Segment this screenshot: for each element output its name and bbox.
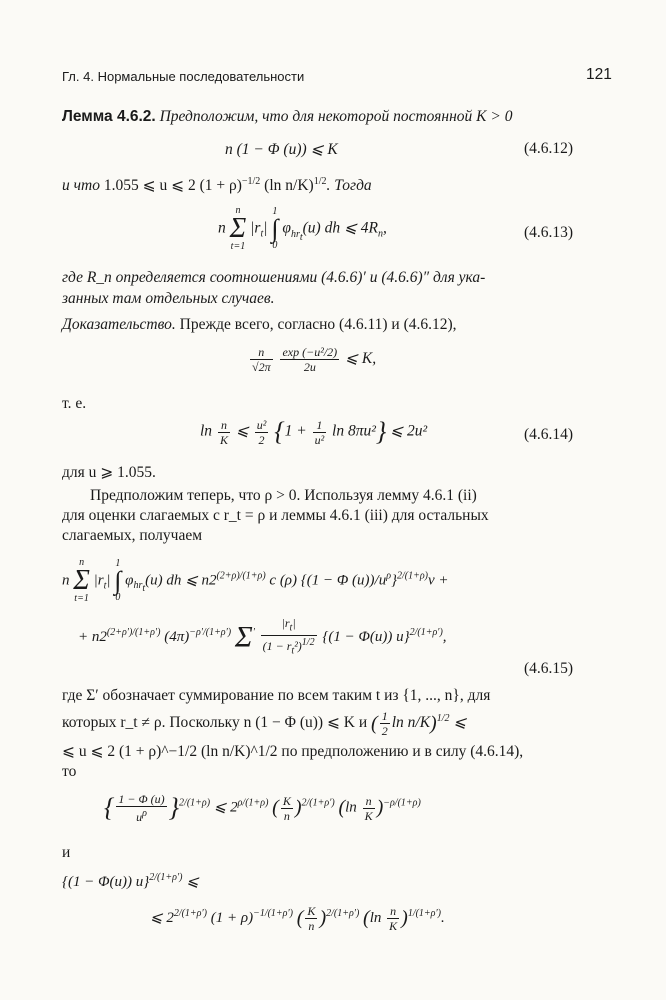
proof-te: т. е. (62, 395, 87, 412)
proof-and: и (62, 844, 71, 861)
equation-4-6-15-line2: + $n2^{(2+\rho')/(1+\rho')}$ $(4\pi)^{-\rho'/(1+\rho')}$ Σ′ $\frac{|r_t|}{(1 - r_t^2)^{1/2}}$ {(1 − Φ(u)) u}$^{2/(1+\rho')}$, (78, 616, 447, 657)
proof-where2-line3: ⩽ u ⩽ 2 (1 + ρ)^−1/2 (ln n/K)^1/2 по предположению и в силу (4.6.14), (62, 743, 524, 760)
equation-bound-2-line2: ⩽ $2^{2/(1+\rho')}$ $(1 + \rho)^{-1/(1+\rho')}$ ( $\frac{K}{n}$ )$^{2/(1+\rho')}$ (ln $\frac{n}{K}$ )$^{1/(1+\rho')}$. (150, 904, 445, 933)
proof-para2-line3: слагаемых, получаем (62, 527, 203, 544)
eq-tag-4-6-12: (4.6.12) (524, 140, 574, 157)
proof-para2-line1: Предположим теперь, что ρ > 0. Используя лемму 4.6.1 (ii) (90, 487, 477, 504)
lemma-where-line2: занных там отдельных случаев. (62, 290, 275, 307)
lemma-label: Лемма 4.6.2. (62, 108, 156, 125)
equation-bound-2-line1: {(1 − Φ(u)) u}$^{2/(1+\rho')}$ ⩽ (62, 872, 199, 890)
eq-tag-4-6-13: (4.6.13) (524, 224, 574, 241)
page-number: 121 (586, 66, 612, 83)
proof-where2-line1: где Σ′ обозначает суммирование по всем таким t из {1, ..., n}, для (62, 687, 491, 704)
running-title: Гл. 4. Нормальные последовательности (62, 69, 305, 84)
proof-label: Доказательство. (62, 316, 176, 333)
proof-to: то (62, 763, 77, 780)
eq-tag-4-6-14: (4.6.14) (524, 426, 574, 443)
equation-bound-1: { $\frac{1 - \Phi (u)}{u^\rho}$ }$^{2/(1+\rho)}$ ⩽ $2^{\rho/(1+\rho)}$ ( $\frac{K}{n}$ )$^{2/(1+\rho')}$ (ln $\frac{n}{K}$ )$^{-\rho/(1+\rho)}$ (104, 792, 421, 824)
equation-4-6-12: n (1 − Φ (u)) ⩽ K (225, 141, 338, 158)
lemma-condition: и что 1.055 ⩽ u ⩽ 2 $(1 + \rho)^{-1/2}$ (ln n/K)$^{1/2}$. Тогда (62, 176, 372, 195)
eq-tag-4-6-15: (4.6.15) (524, 660, 574, 677)
lemma-statement (62, 107, 512, 127)
lemma-where-line1: где R_n определяется соотношениями (4.6.6)′ и (4.6.6)″ для ука- (62, 269, 486, 286)
equation-4-6-14: ln $\frac{n}{K}$ ⩽ $\frac{\text{u²}}{2}$ {1 + $\frac{1}{\text{u²}}$ ln 8πu²} ⩽ 2u² (200, 417, 428, 447)
equation-4-6-15-line1: n n Σ t=1 $|r_t|$ 1 ∫ 0 $\varphi_{hr_t}(u)$ dh ⩽ $n2^{(2+\rho)/(1+\rho)}$ c (ρ) {(1 − Φ $(u))/u^\rho\}^{2/(1+\rho)}\nu$ + (62, 557, 449, 604)
proof-for-u: для u ⩾ 1.055. (62, 464, 156, 481)
proof-where2-line2: которых r_t ≠ ρ. Поскольку n (1 − Φ (u)) ⩽ K и ( $\frac{1}{2}$ ln n/K)$^{1/2}$ ⩽ (62, 709, 467, 739)
equation-4-6-13: n n Σ t=1 $|r_t|$ 1 ∫ 0 $\varphi_{hr_t}(u)$ dh ⩽ $4R_n$, (218, 205, 387, 252)
proof-line1: Доказательство. Прежде всего, согласно (4.6.11) и (4.6.12), (62, 316, 457, 333)
proof-para2-line2: для оценки слагаемых с r_t = ρ и леммы 4.6.1 (iii) для остальных (62, 507, 489, 524)
equation-exp-bound: $\frac{n}{√2\pi}$ $\frac{\text{exp (−u²/2)}}{2u}$ ⩽ K, (252, 345, 377, 374)
lemma-text: Предположим, что для некоторой постоянной K > 0 (159, 108, 513, 125)
